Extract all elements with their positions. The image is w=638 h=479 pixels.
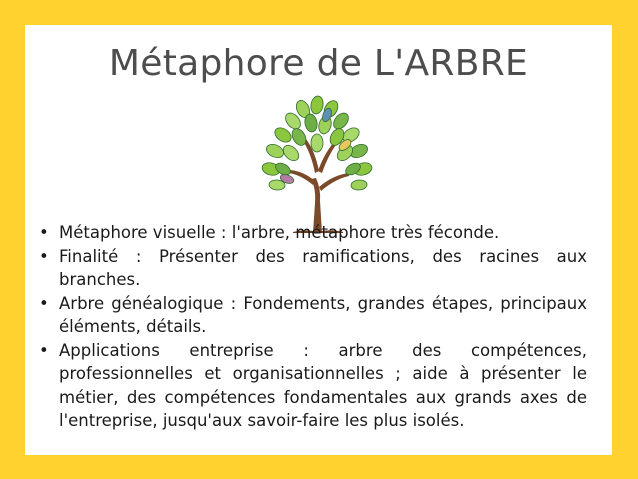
bullet-marker: •: [39, 293, 49, 313]
bullet-item: • Applications entreprise : arbre des compétences, professionnelles et organisationnelles ; aide à présenter le métier, des compétences fondamentales aux grands axes de l'entreprise, jusqu'aux savoir-faire les plus isolés.: [39, 340, 587, 430]
bullet-marker: •: [39, 223, 49, 242]
bullet-marker: •: [39, 340, 49, 360]
slide-title: Métaphore de L'ARBRE: [108, 43, 529, 84]
bullet-item: • Métaphore visuelle : l'arbre, métaphore très féconde.: [37, 221, 587, 245]
slide: [25, 25, 612, 455]
bullet-item: • Finalité : Présenter des ramifications, des racines aux branches.: [39, 246, 587, 289]
tree-icon: [253, 93, 383, 233]
bullet-marker: •: [39, 246, 49, 266]
bullet-list: [37, 221, 587, 433]
bullet-item: • Arbre généalogique : Fondements, grandes étapes, principaux éléments, détails.: [39, 293, 587, 336]
